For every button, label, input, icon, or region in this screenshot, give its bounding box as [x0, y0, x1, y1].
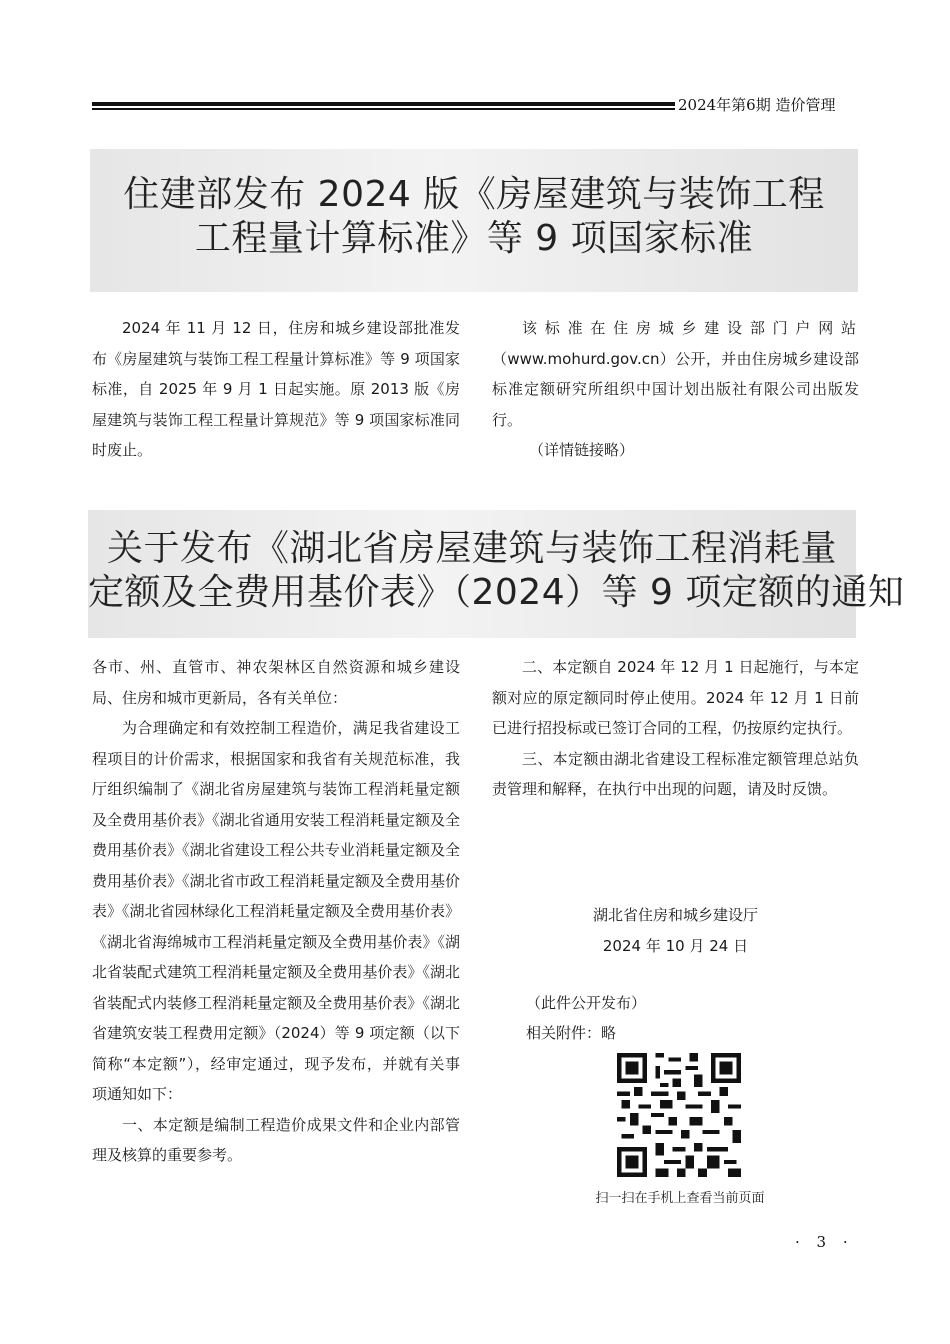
header-rule-thin	[92, 108, 675, 110]
item-3: 三、本定额由湖北省建设工程标准定额管理总站负责管理和解释，在执行中出现的问题，请及时反馈。	[492, 749, 859, 798]
item-1: 一、本定额是编制工程造价成果文件和企业内部管理及核算的重要参考。	[92, 1115, 460, 1164]
signature-block	[492, 900, 859, 962]
article1-left-column	[92, 313, 460, 466]
intro-paragraph: 为合理确定和有效控制工程造价，满足我省建设工程项目的计价需求，根据国家和我省有关规范标准，我厅组织编制了《湖北省房屋建筑与装饰工程消耗量定额及全费用基价表》《湖北省通用安装工程消耗量定额及全费用基价表》《湖北省建设工程公共专业消耗量定额及全费用基价表》《湖北省市政工程消耗量定额及全费用基价表》《湖北省园林绿化工程消耗量定额及全费用基价表》《湖北省海绵城市工程消耗量定额及全费用基价表》《湖北省装配式建筑工程消耗量定额及全费用基价表》《湖北省装配式内装修工程消耗量定额及全费用基价表》《湖北省建筑安装工程费用定额》（2024）等 9 项定额（以下简称“本定额”），经审定通过，现予发布，并就有关事项通知如下：	[92, 719, 460, 1103]
article1-right-paragraph-line1: 该标准在住房城乡建设部门户网站	[522, 319, 859, 337]
qr-code-icon[interactable]	[617, 1053, 741, 1177]
article2-title-banner	[88, 510, 905, 638]
article2-title-line2: 定额及全费用基价表》（2024）等 9 项定额的通知	[88, 572, 905, 613]
article1-title-banner	[90, 149, 858, 292]
article1-title-line1: 住建部发布 2024 版《房屋建筑与装饰工程	[123, 174, 825, 215]
article2-title-line1: 关于发布《湖北省房屋建筑与装饰工程消耗量	[106, 528, 837, 569]
public-note: （此件公开发布）	[526, 994, 647, 1012]
issue-date: 2024 年 10 月 24 日	[602, 937, 749, 955]
salutation: 各市、州、直管市、神农架林区自然资源和城乡建设局、住房和城市更新局，各有关单位：	[92, 658, 460, 707]
article1-paragraph: 2024 年 11 月 12 日，住房和城乡建设部批准发布《房屋建筑与装饰工程工程量计算标准》等 9 项国家标准，自 2025 年 9 月 1 日起实施。原 2013 版《房屋建筑与装饰工程工程量计算规范》等 9 项国家标准同时废止。	[92, 319, 460, 459]
publication-notes	[526, 988, 646, 1048]
article2-right-column	[492, 652, 859, 805]
article2-left-column	[92, 652, 460, 1171]
article1-right-column	[492, 313, 859, 466]
item-2: 二、本定额自 2024 年 12 月 1 日起施行，与本定额对应的原定额同时停止使用。2024 年 12 月 1 日前已进行招投标或已签订合同的工程，仍按原约定执行。	[492, 658, 859, 737]
details-note: （详情链接略）	[529, 441, 635, 459]
issue-header: 2024年第6期 造价管理	[678, 96, 836, 114]
attachments-note: 相关附件：略	[526, 1024, 617, 1042]
page-number: · 3 ·	[795, 1233, 854, 1251]
article1-title-line2: 工程量计算标准》等 9 项国家标准	[194, 218, 754, 259]
qr-caption: 扫一扫在手机上查看当前页面	[595, 1191, 765, 1206]
issuer: 湖北省住房和城乡建设厅	[592, 906, 758, 924]
header-rule	[92, 102, 675, 106]
article1-right-paragraph: （www.mohurd.gov.cn）公开，并由住房城乡建设部标准定额研究所组织中国计划出版社有限公司出版发行。	[492, 349, 859, 429]
